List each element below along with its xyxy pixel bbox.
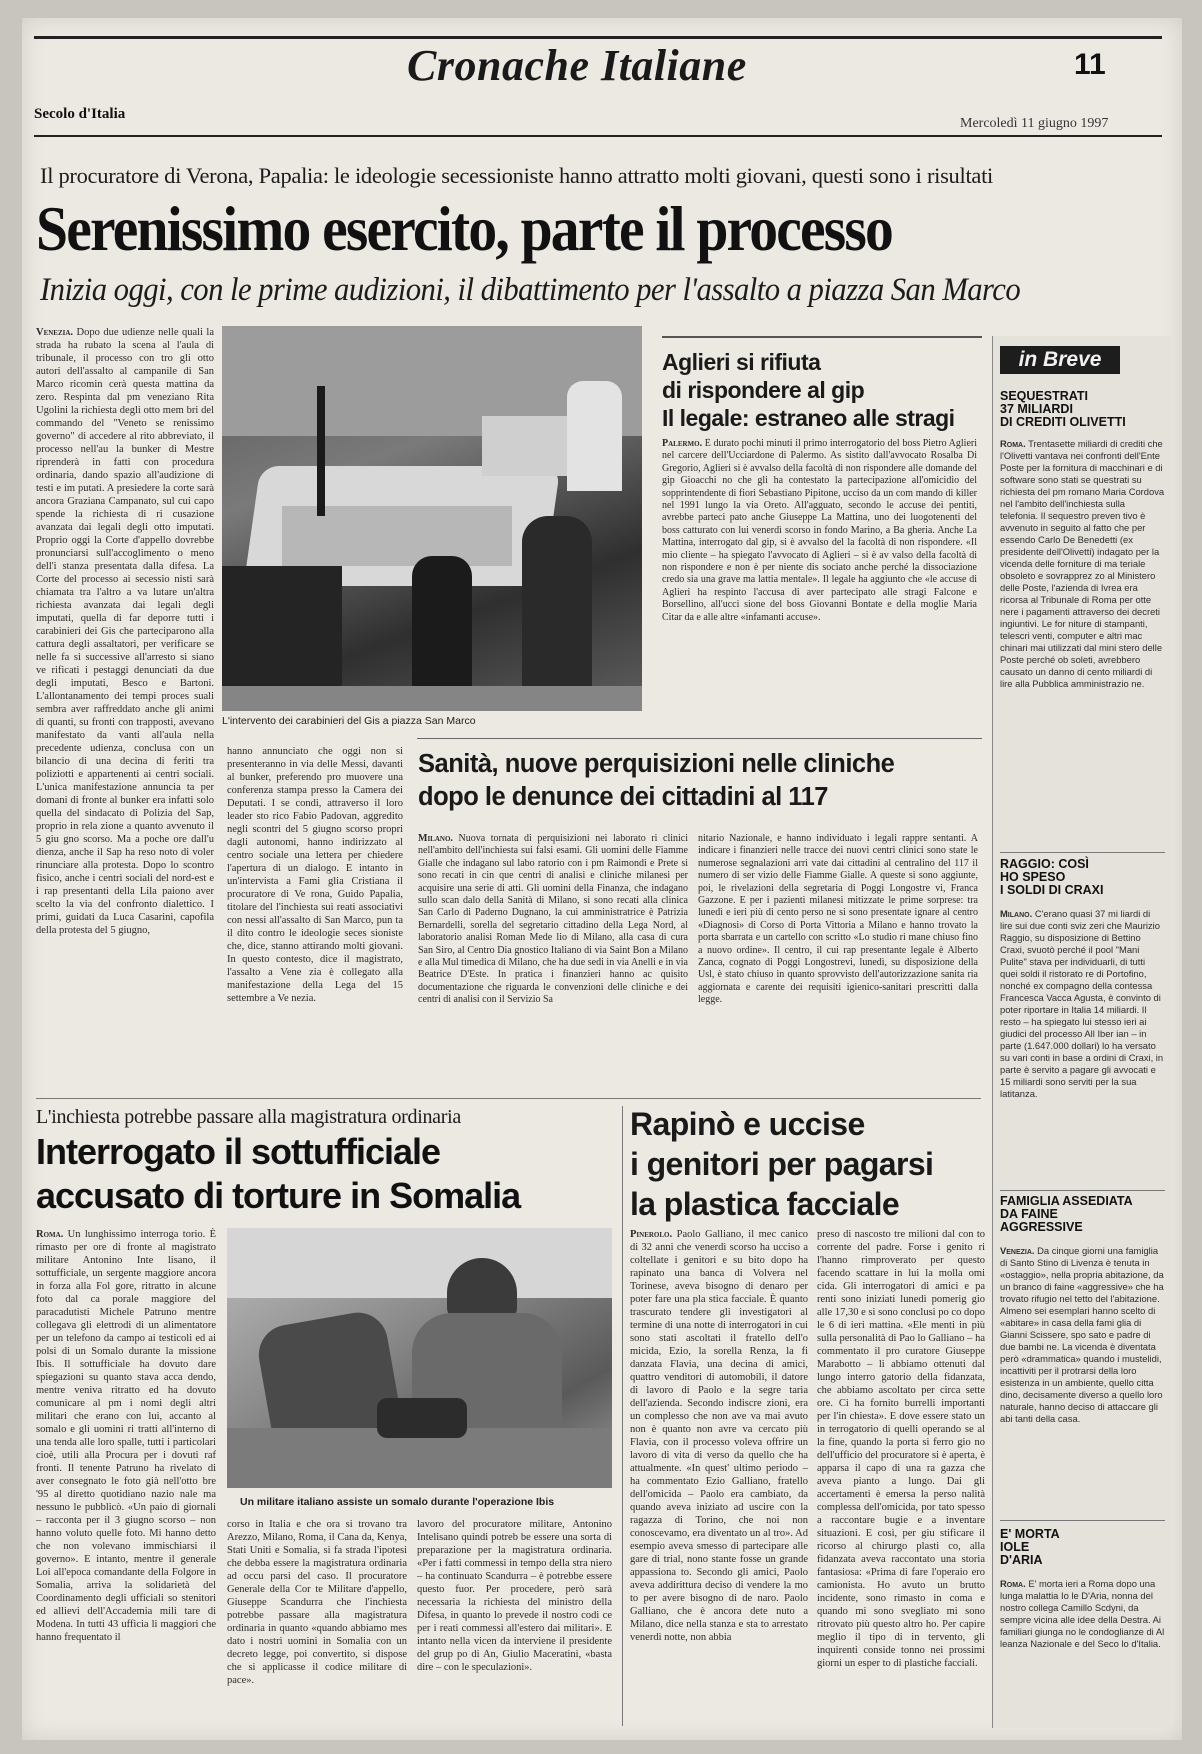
sanita-dateline: Milano.: [418, 833, 453, 844]
brief-2-text: C'erano quasi 37 mi liardi di lire sui due conti sviz zeri che Maurizio Raggio, su disposizione di Bettino Craxi, svuotò perché il pool "Mani Pulite" stava per individuarli, di tutti quei soldi il ristorato re di Portofino, nonché ex compagno della contessa Francesca Vacca Agusta, è convinto di poter riportare in Italia 14 miliardi. Il resto – ha spiegato lui stesso ieri ai giudici del processo All Iber ian – in parte (1.647.000 dollari) lo ha versato su vari conti in base a ordini di Craxi, in parte è servito a pagare gli avvocati e 15 miliardi sono serviti per la sua latitanza.: [1000, 908, 1164, 1099]
rapino-body-column-2: [817, 1228, 985, 1723]
sanita-headline: [418, 748, 983, 814]
aglieri-dateline: Palermo.: [662, 438, 703, 449]
lead-body-column-1: [36, 326, 214, 1092]
brief-3-dateline: Venezia.: [1000, 1245, 1035, 1256]
in-breve-logo: in Breve: [1000, 346, 1120, 374]
section-title: Cronache Italiane: [407, 41, 747, 90]
sanita-top-rule: [417, 738, 982, 739]
lead-body-column-2: [227, 745, 403, 1091]
brief-2-title-line-3: I SOLDI DI CRAXI: [1000, 883, 1104, 897]
brief-2-title-line-2: HO SPESO: [1000, 870, 1066, 884]
somalia-headline: [36, 1130, 621, 1218]
brief-4-title: [1000, 1528, 1165, 1567]
rapino-headline-line-2: i genitori per pagarsi: [630, 1146, 934, 1182]
sanita-body-column-1: [418, 833, 688, 1088]
top-rule: [34, 36, 1162, 39]
brief-4-rule: [1000, 1520, 1165, 1521]
rapino-body-text-2: preso di nascosto tre milioni dal con to corrente del padre. Forse i genito ri l'hanno rimproverato per questo facendo scattare in lui la molla omi cida. Gli interrogatori di amici e pa renti sono iniziati lunedì pomerig gio alle 17,30 e si sono conclusi po co dopo le 6 di ieri mattina. «Ele menti in più sulla personalità di Pao lo Galliano – ha commentato il pro curatore Giuseppe Marabotto – li abbiamo ottenuti dal lungo interro gatorio della fidanzata, che abbiamo ascoltato per circa sette ore. Ci ha fornito burrelli importanti per l'in chiesta». E dove essere stato un in terrogatorio di quelli operando se al la fine, quando la porta si ferro gio no dell'ufficio del procuratore si è aperta, è apparsa il capo di una ra gazza che aveva pianto a lungo. Dai gli accertamenti è emersa la perso nalità complessa dell'omicida, por tato spesso a raccontare bugie e a inventare situazioni. E così, per giu stificare il ricorso al chirurgo plasti co, alla fidanzata aveva raccontato una storia fantasiosa: «Prima di fare l'operaio ero camionista. Ho avuto un brutto incidente, sono rimasto in coma e quando mi sono svegliato mi sono ritrovato più questo altro ho. Per capire meglio il tipo di in tervento, gli inquirenti conside tonno nei prossimi giorni un esper to di plastiche facciali.: [817, 1229, 985, 1669]
publication-name: Secolo d'Italia: [34, 106, 126, 122]
sanita-headline-line-2: dopo le denunce dei cittadini al 117: [418, 783, 828, 811]
somalia-body-text-2: corso in Italia e che ora si trovano tra Arezzo, Milano, Roma, il Cana da, Kenya, Stati Uniti e Somalia, si fa strada l'ipotesi che debba essere la magistratura ordinaria ad occu parsi del caso. Il procuratore Generale della Cor te Militare d'appello, Giuseppe Scandurra che l'inchiesta potrebbe passare alla magistratura ordinaria in quanto «quando abbiamo mes dato i nostri uomini in Somalia con un decreto legge, poi convertito, si dispose che si applicasse il codice militare di pace».: [227, 1519, 407, 1686]
brief-4-body: [1000, 1578, 1165, 1723]
aglieri-body-text: È durato pochi minuti il primo interrogatorio del boss Pietro Aglieri nel carcere dell'Ucciardone di Palermo. As sistito dall'avvocato Rosalba Di Gregorio, Aglieri si è avvalso della facoltà di non rispondere alle domande del gip Gioacchi no che gli ha contestato la partecipazione all'omicidio del sopprintendente di fiori Sebastiano Pipitone, ucciso da un com mando di killer nel 1991 lungo la via Oreto. All'agguato, secondo le accuse dei pentiti, avrebbe parteci pato anche Giuseppe La Mattina, uno dei luogotenenti del boss catturato con lui venerdì scorso in fondo Marino, a Ba gheria. Anche La Mattina, interrogato dal gip, si è avvalso del la facoltà di non rispondere. «Il mio cliente – ha spiegato l'avvocato di Aglieri – si è av valso della facoltà di non rispondere e non è per niente dis sociato anche perché la dissociazione credo sia una grave ma lattia mentale». Il legale ha aggiunto che «le accuse di Aglieri ha respinto l'accusa di aver partecipato alle stragi Falcone e Borsellino, all'ucci sione del boss Giovanni Bontate e della moglie Maria Citar da e alle altre «infamanti accuse».: [662, 438, 977, 623]
aglieri-headline-line-2: di rispondere al gip: [662, 377, 865, 403]
bottom-column-rule: [622, 1106, 623, 1726]
newspaper-page: [22, 18, 1182, 1740]
somalia-body-column-1: [36, 1228, 216, 1723]
page-number: 11: [1074, 48, 1106, 81]
brief-4-title-line-2: IOLE: [1000, 1540, 1030, 1554]
lead-dateline: Venezia.: [36, 327, 74, 338]
brief-3-rule: [1000, 1190, 1165, 1191]
brief-1-text: Trentasette miliardi di crediti che l'Olivetti vantava nei confronti dell'Ente Poste per la fornitura di macchinari e di software sono stati se questrati su richiesta del pm romano Maria Cordova nel l'ambito dell'inchiesta sulla telefonia. Il sequestro preven tivo è avvenuto in seguito al fatto che per essendo Carlo De Benedetti (ex presidente dell'Olivetti) indagato per la vicenda delle forniture di ma teriale obsoleto e sovrapprez zo al Ministero delle Poste, l'azienda di Ivrea era ricorsa al Tribunale di Roma per otte nere i pagamenti attraverso dei decreti ingiuntivi. Le for niture di stampanti, telescri venti, computer e altri mac chinari mai utilizzati dal mini stero delle Poste perché ob soleti, avrebbero causato un danno di cento miliardi di lire alla Pubblica amministrazio ne.: [1000, 438, 1165, 689]
somalia-photo-caption: Un militare italiano assiste un somalo durante l'operazione Ibis: [240, 1496, 555, 1508]
somalia-body-text-3: lavoro del procuratore militare, Antonino Intelisano quindi potreb be essere una sorta di preparazione per la magistratura ordinaria. «Per i fatti commessi in tempo della stra niero – ha continuato Scandurra – è potrebbe essere questo fuor. Per procedere, però sarà necessaria la richiesta del ministro della Difesa, in quanto lo prevede il nostro codi ce per i reati commessi all'estero dai militari». E intanto nella vicen da interviene il presidente del grup po di An, Giulio Maceratini, «basta dire – con le speculazioni».: [417, 1519, 612, 1673]
brief-4-dateline: Roma.: [1000, 1578, 1026, 1589]
lead-kicker: Il procuratore di Verona, Papalia: le ideologie secessioniste hanno attratto molti giovani, questi sono i risultati: [40, 163, 993, 188]
aglieri-top-rule: [662, 336, 982, 338]
brief-1-title-line-1: SEQUESTRATI: [1000, 389, 1088, 403]
brief-1-title-line-3: DI CREDITI OLIVETTI: [1000, 415, 1126, 429]
brief-4-text: E' morta ieri a Roma dopo una lunga malattia Io le D'Aria, nonna del nostro collega Camillo Scdyni, da sempre vicina alle idee della Destra. Ai familiari giunga no le condoglianze di Al leanza Nazionale e del Seco lo d'Italia.: [1000, 1578, 1165, 1649]
brief-3-title-line-3: AGGRESSIVE: [1000, 1220, 1083, 1234]
somalia-body-column-2: [227, 1518, 407, 1723]
somalia-body-column-3: [417, 1518, 612, 1723]
aglieri-headline-line-1: Aglieri si rifiuta: [662, 349, 821, 375]
brief-1-body: [1000, 438, 1165, 846]
brief-3-text: Da cinque giorni una famiglia di Santo Stino di Livenza è tenuta in «ostaggio», nella propria abitazione, da un branco di faine «aggressive» che ha trovato rifugio nel tetto del l'abitazione. Almeno sei esemplari hanno scelto di «abitare» in casa della fami glia di Gianni Scissere, spo sato e padre di due bambi ne. La vicenda è diventata però «drammatica» quando i mustelidi, incattiviti per il protrarsi della loro esistenza in un ambiente, quello citta dino, decisamente diverso a quello loro naturale, hanno deciso di attaccare gli abi tanti della casa.: [1000, 1245, 1164, 1424]
brief-3-title: [1000, 1195, 1165, 1234]
sanita-body-column-2: [698, 833, 978, 1088]
rapino-headline: [630, 1104, 985, 1224]
sanita-body-text-1: Nuova tornata di perquisizioni nei laborato ri clinici nell'ambito dell'inchiesta sui falsi esami. Gli uomini delle Fiamme Gialle che indagano sul labo ratorio con i pm Raimondi e Prete si sono recati in cin que centri di analisi e cliniche milanesi per acquisire una serie di atti. Gli uomini della Finanza, che indagano sullo scan dalo della Sanità di Milano, si sono recati alla clinica San Carlo di Paderno Dugnano, la cui amministratrice è Patrizia Bernardelli, sorella del segretario cittadino della Lega Nord, al laboratorio analisi Roman Mede lio di Milano, alla casa di cura San Siro, al Centro Dia gnostico Italiano di via Saint Bon a Milano e alla Mul timedica di Milano, che ha due sedi in via Anelli e in via Beatrice D'Este. In pratica i finanzieri hanno ac quisito documentazione che riguarda le convenzioni delle cliniche e dei centri di analisi con il Servizio Sa: [418, 833, 688, 1006]
somalia-body-text-1: Un lunghissimo interroga torio. È rimasto per ore di fronte al magistrato militare Antonino Inte lisano, il sottufficiale, un sergente maggiore ancora in forza alla Fol gore, ritratto in alcune foto dal ca porale maggiore del paracadutisti Michele Patruno mentre collegava gli elettrodi di un alimentatore per un telefono da campo ai testicoli ed ai polsi di un Somalo durante la missione Ibis. Il sottufficiale ha dovuto dare spiegazioni su quanto stava acca dendo, mentre veniva ritratto ed ha dovuto comunicare al pm i nomi degli altri militari che erano con lui, accanto al somalo e gli uomini ri tratti all'interno di una tenda alle loro spalle, tutti i particolari cioè, utili alla Procura per i dovuti raf fronti. Il tenente Patruno ha rivelato di aver consegnato le foto già nell'otto bre '95 al diretto quotidiano nazio nale ma nessuno le pubblicò. «Un paio di giornali – racconta per il 3 giugno scorso – non hanno voluto quelle foto. Mi hanno detto che non volevano immischiarsi il governo». E intanto, mentre il generale Loi all'epoca comandante della Folgore in Somalia, arriva la solidarietà del Coordinamento degli ufficiali so stenitori ed allievi dell'Accademia mili tare di Modena. In tutti 43 ufficia li maggiori che hanno frequentato il: [36, 1229, 216, 1643]
somalia-dateline: Roma.: [36, 1229, 64, 1240]
issue-date: Mercoledì 11 giugno 1997: [960, 116, 1109, 131]
brief-3-title-line-2: DA FAINE: [1000, 1207, 1058, 1221]
rapino-body-column-1: [630, 1228, 808, 1723]
lead-deck: Inizia oggi, con le prime audizioni, il dibattimento per l'assalto a piazza San Marco: [40, 272, 1021, 308]
somalia-photo: [227, 1228, 612, 1488]
brief-3-title-line-1: FAMIGLIA ASSEDIATA: [1000, 1194, 1133, 1208]
somalia-headline-line-2: accusato di torture in Somalia: [36, 1175, 521, 1216]
lead-photo: [222, 326, 642, 711]
brief-2-title: [1000, 858, 1165, 897]
brief-2-dateline: Milano.: [1000, 908, 1033, 919]
brief-2-rule: [1000, 852, 1165, 853]
rapino-body-text-1: Paolo Galliano, il mec canico di 32 anni che venerdì scorso ha ucciso a coltellate i genitori e su bito dopo ha rapinato una banca di Volvera nel Torinese, aveva bisogno di denaro per poter fare una pla stica facciale. È quanto trascurato tendere gli investigatori al termine di una notte di interrogatori in cui sono stati ascoltati il fratello dell'o micida, Ezio, la sorella Renza, la fi danzata Flavia, una decina di amici, quattro venditori di automobili, il datore di lavoro di Paolo e la segre taria dell'azienda. Secondo indiscre zioni, era un complesso che non ave va mai avuto non è quanto non avre va cercato più Flavia, con il processo voleva offrire un lavoro di vita di verso da quello che ha attualmente. «In quest' ultimo periodo – ha commentato Ezio Galliano, fratello dell'omicida – Paolo era cambiato, da quando aveva iniziato ad uscire con la ragazza di Torino, che noi non conoscevamo, era diventato un al tro». Ad esempio aveva smesso di partecipare alle gare di trial, nono stante fosse un grande appassiona to. Secondo gli amici, Paolo aveva addirittura deciso di vendere la mo to per avere bisogno di de naro. Paolo Galliano, che è ancora dete nuto a Milano, dice nella stanza e sta to arrestato venerdì notte, non abbia: [630, 1229, 808, 1643]
rapino-dateline: Pinerolo.: [630, 1229, 673, 1240]
middle-rule: [36, 1098, 981, 1099]
lead-headline: Serenissimo esercito, parte il processo: [36, 193, 893, 264]
somalia-headline-line-1: Interrogato il sottufficiale: [36, 1131, 441, 1172]
brief-1-title-line-2: 37 MILIARDI: [1000, 402, 1073, 416]
brief-2-title-line-1: RAGGIO: COSÌ: [1000, 857, 1089, 871]
aglieri-headline: [662, 348, 982, 432]
brief-2-body: [1000, 908, 1165, 1186]
sanita-body-text-2: nitario Nazionale, e hanno individuato i legali rappre sentanti. A indicare i finanzieri nelle tracce dei nuovi centri clinici sono state le numerose segnalazioni arri vate dai cittadini al centralino del 117 il numero di ser vizio delle Fiamme Gialle. A queste si sono aggiunte, poi, le rivelazioni della segretaria di Poggi Longostre vi, Franca Gazzone. E per i pazienti milanesi mitizzate le prime sorprese: tra lunedì e ieri più di cento perso ne si sono presentate ignare al centro «Diagnosi» di Corso di Porta Vittoria a Milano e hanno trovato la porta sbarrata e un cartello con scritto «Lo studio ri mane chiuso fino a nuovo ordine». Il centro, il cui rap presentante legale è Alberto Zanca, cognato di Poggi Longostrevi, lunedì, su disposizione della Usl, è stato chiuso in quanto sprovvisto dell'autorizzazione sanita ria aggiornata e carente dei requisiti igienico-sanitari prescritti dalla legge.: [698, 833, 978, 1006]
header-rule: [34, 135, 1162, 137]
sanita-headline-line-1: Sanità, nuove perquisizioni nelle cliniche: [418, 750, 895, 778]
brief-1-title: [1000, 390, 1165, 429]
brief-4-title-line-1: E' MORTA: [1000, 1527, 1060, 1541]
lead-body-text-2: hanno annunciato che oggi non si presenteranno in via delle Messi, davanti al bunker, preferendo pro muovere una conferenza stampa presso la Camera dei Deputati. I se condi, attraverso il loro leader sto rico Fabio Padovan, aggredito negli scontri del 5 giugno scorso propri dagli autonomi, hanno indirizzato al centro sociale una lettera per chiedere l'apertura di un dialogo. E intanto in un'intervista a Fami glia Cristiana il procuratore di Ve rona, Guido Papalia, titolare del l'inchiesta sui reati associativi con nessi all'assalto di San Marco, pun ta il dito contro le ideologie seces sioniste che, dice, stanno attirando molti giovani. In questo contesto, dice il magistrato, l'assalto a Vene zia è collegato alla manifestazione della Lega del 15 settembre a Ve nezia.: [227, 746, 403, 1004]
brief-3-body: [1000, 1245, 1165, 1513]
aglieri-headline-line-3: Il legale: estraneo alle stragi: [662, 405, 955, 431]
lead-photo-caption: L'intervento dei carabinieri del Gis a piazza San Marco: [222, 715, 476, 727]
rapino-headline-line-1: Rapinò e uccise: [630, 1106, 865, 1142]
rapino-headline-line-3: la plastica facciale: [630, 1186, 900, 1222]
aglieri-body: [662, 438, 977, 728]
brief-4-title-line-3: D'ARIA: [1000, 1553, 1043, 1567]
somalia-kicker: L'inchiesta potrebbe passare alla magistratura ordinaria: [36, 1106, 461, 1128]
lead-body-text-1: Dopo due udienze nelle quali la strada ha rubato la scena al l'aula di tribunale, il processo con tro gli otto autori dell'assalto al campanile di San Marco ricomin cerà questa mattina da zero. Respinta dal pm veneziano Rita Ugolini la richiesta degli otto mem bri del commando del "Veneto se renissimo governo" di accedere al rito abbreviato, il processo nell'au la bunker di Mestre riprenderà in fatti con procedura ordinaria, dando spazio all'audizione di testi e im putati. A presiedere la corte sarà ancora Graziana Campanato, sul cui capo spende la richiesta di ri cusazione avanzata dai legali degli otto imputati. Proprio oggi la Corte d'appello dovrebbe pronunciarsi sull'accoglimento o meno dell'i stanza presentata dalla difesa. La Corte del processo ai secessio nisti sarà chiamata tra l'altro a va lutare un'altra richiesta avanzata dai legali degli imputati, quella di far deporre tutti i carabinieri dei Gis che parteciparono alla cattura degli assaltatori, per verificare se nelle fa si successive all'arresto si siano ve rificati i pestaggi denunciati da due degli imputati, Besco e Bartoni. L'allontanamento dei tempi proces suali sembra aver raffreddato anche gli animi di quanti, su fronti con trapposti, avevano manifestato da vanti all'aula nella precedente udienza, conclusa con un bilancio di una decina di feriti tra poliziotti e appartenenti ai centri sociali. L'unica manifestazione annuncia ta per domani di fronte al bunker era infatti solo quella del sindacato di Polizia del Sap, proprio in rela zione a quanto avvenuto il 5 giu gno scorso. Ma a poche ore dall'u dienza, anche il Sap ha reso noto di voler rinunciare alla protesta. Dopo lo scontro fisico, anche i centri sociali del nord-est e i rap presentanti della Lila paiono aver scelto la via del confronto dialettico. I primi, guidati da Luca Casarini, capofila della protesta del 5 giugno,: [36, 327, 214, 936]
brief-1-dateline: Roma.: [1000, 438, 1026, 449]
